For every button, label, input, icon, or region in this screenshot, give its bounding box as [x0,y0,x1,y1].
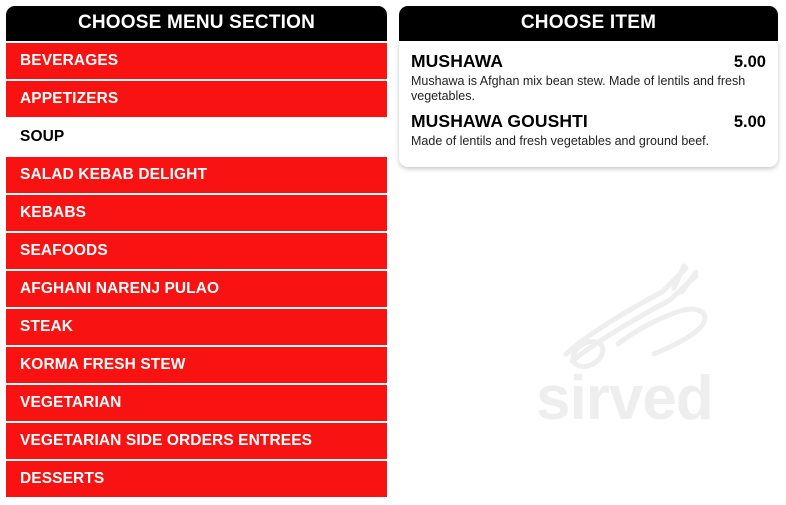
menu-section-item-label: VEGETARIAN SIDE ORDERS ENTREES [20,431,313,449]
menu-section-item[interactable] [6,157,387,193]
menu-item[interactable] [411,109,766,153]
menu-section-item-label: SALAD KEBAB DELIGHT [20,165,208,183]
menu-section-item[interactable] [6,461,387,497]
menu-item-name: MUSHAWA GOUSHTI [411,110,588,131]
menu-item[interactable] [411,49,766,109]
menu-section-item-label: SOUP [20,127,65,145]
menu-section-item[interactable] [6,43,387,79]
watermark-text: sirved [536,364,713,433]
menu-section-item-label: VEGETARIAN [20,393,122,411]
menu-section-item[interactable] [6,119,387,155]
menu-item-panel [393,0,786,505]
menu-item-name: MUSHAWA [411,51,504,71]
menu-section-header: CHOOSE MENU SECTION [6,6,387,41]
menu-section-item[interactable] [6,81,387,117]
menu-item-header: CHOOSE ITEM [399,6,778,41]
menu-section-item-label: DESSERTS [20,469,105,487]
menu-section-item[interactable] [6,195,387,231]
menu-item-description: Mushawa is Afghan mix bean stew. Made of lentils and fresh vegetables. [411,74,746,104]
menu-section-list [6,43,387,497]
menu-item-price: 5.00 [733,53,766,71]
menu-section-item[interactable] [6,233,387,269]
menu-section-item-label: STEAK [20,317,74,335]
menu-section-item-label: SEAFOODS [20,241,108,259]
menu-section-item-label: KEBABS [20,203,87,221]
menu-section-item[interactable] [6,347,387,383]
menu-section-item-label: KORMA FRESH STEW [20,355,186,373]
menu-section-item[interactable] [6,309,387,345]
menu-section-item-label: APPETIZERS [20,89,119,107]
menu-item-list [399,41,778,167]
menu-section-item[interactable] [6,423,387,459]
menu-item-description: Made of lentils and fresh vegetables and ground beef. [411,133,710,148]
menu-item-price: 5.00 [733,112,766,131]
menu-item-row [411,111,766,132]
menu-item-row [411,51,766,72]
menu-section-item-label: AFGHANI NARENJ PULAO [20,279,220,297]
menu-section-item-label: BEVERAGES [20,51,119,69]
menu-section-item[interactable] [6,271,387,307]
menu-section-item[interactable] [6,385,387,421]
